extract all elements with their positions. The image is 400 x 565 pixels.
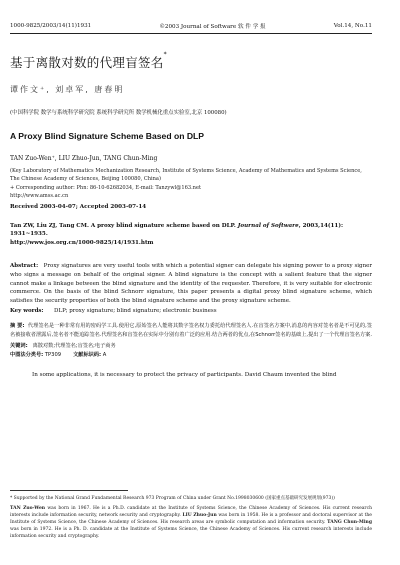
doc-code-label: 文献标识码: [73, 352, 102, 359]
institute-url: http://www.amss.ac.cn [10, 192, 69, 199]
running-header [10, 0, 372, 34]
english-authors: TAN Zuo-Wen⁺, LIU Zhuo-Jun, TANG Chun-Ming [10, 155, 158, 162]
header-journal: ©2003 Journal of Software 软 件 学 报 [159, 24, 266, 30]
bio-text-1: was born in 1967. He is a Ph.D. candidate at the Institute of Systems Science, the Chinese Academy of Sciences. His current research interests include information security, network security and cryptography. [10, 505, 372, 518]
cn-abstract-text: 代理签名是一种非常有用的密码学工具.使用它,原始签名人能将其数字签名权力委托给代理签名人.在盲签名方案中,消息的内容对签名者是不可见的,签名被接收者泄露后,签名者不能追踪签名.代理签名和盲签名在实际中分别有着广泛的应用.结合两者的优点,在Schnorr签名的基础上,提出了一个代理盲签名方案. [10, 323, 372, 339]
citation-authors-title: Tan ZW, Liu ZJ, Tang CM. A proxy blind signature scheme based on DLP. [10, 222, 238, 229]
citation-journal: Journal of Software [237, 222, 299, 229]
chinese-keywords [10, 342, 372, 349]
bio-text-2: was born in 1958. He is a professor and doctoral supervisor at the Institute of Systems Science, the Chinese Academy of Sciences. His research areas are symbolic computation and information security. [10, 512, 372, 525]
footnotes [10, 490, 372, 541]
cn-keywords-label: 关键词: [10, 343, 28, 350]
english-abstract [10, 262, 372, 307]
keywords-label: Key words: [10, 308, 44, 315]
bio-text-3: was born in 1972. He is a Ph. D. candidate at the Institute of Systems Science, the Chinese Academy of Sciences. His current research interests include information security and cryptography. [10, 526, 372, 539]
chinese-title-text: 基于离散对数的代理盲签名 [10, 55, 164, 70]
cn-keywords-text: 离散对数;代理签名;盲签名;电子商务 [32, 343, 116, 350]
english-affiliation: (Key Laboratory of Mathematics Mechanization Research, Institute of Systems Science, Academy of Mathematics and Systems Science, The Chinese Academy of Sciences, Beijing 100080, China) [10, 168, 362, 182]
keywords-text: DLP; proxy signature; blind signature; electronic business [54, 308, 217, 315]
header-issn: 1000-9825/2003/14(11)1931 [10, 23, 92, 29]
english-title: A Proxy Blind Signature Scheme Based on DLP [10, 131, 205, 141]
title-footnote-mark: * [163, 51, 167, 58]
citation-link[interactable]: http://www.jos.org.cn/1000-9825/14/1931.htm [10, 240, 154, 247]
abstract-label: Abstract: [10, 262, 39, 269]
classification-value: TP309 [44, 352, 62, 359]
chinese-authors: 谭作文⁺, 刘卓军, 唐春明 [10, 85, 125, 94]
cn-abstract-label: 摘 要: [10, 323, 25, 330]
chinese-abstract [10, 322, 372, 340]
bio-name-1: TAN Zuo-Wen [10, 505, 46, 511]
doc-code-value: A [102, 352, 107, 359]
footnote-rule [10, 490, 128, 491]
english-keywords [10, 308, 372, 314]
bio-name-3: TANG Chun-Ming [327, 519, 372, 525]
chinese-title [10, 53, 372, 71]
citation-block [10, 222, 372, 248]
classification-line [10, 351, 372, 358]
author-bios [10, 506, 372, 541]
chinese-affiliation: (中国科学院 数学与系统科学研究院 系统科学研究所 数学机械化重点实验室,北京 100080) [10, 110, 227, 116]
funding-footnote: * Supported by the National Grand Fundamental Research 973 Program of China under Grant No.1998030600 (国家重点基础研究发展规划(973)) [10, 496, 335, 501]
corresponding-author: + Corresponding author: Phn: 86-10-62682034, E-mail: Tanzywl@163.net [10, 184, 202, 191]
header-volume: Vol.14, No.11 [333, 23, 372, 29]
received-dates: Received 2003-04-07; Accepted 2003-07-14 [10, 203, 147, 210]
abstract-text: Proxy signatures are very useful tools with which a potential signer can delegate his signing power to a proxy signer who signs a message on behalf of the original signer. A blind signature is the concept with a salient feature that the signer cannot make a linkage between the blind signature and the identity of the requester. Therefore, it is very suitable for electronic commerce. On the basis of the blind Schnorr signature, this paper presents a digital proxy blind signature scheme, which satisfies the security properties of both the blind signature scheme and the proxy signature scheme. [10, 262, 372, 305]
bio-name-2: LIU Zhuo-Jun [182, 512, 217, 518]
introduction-paragraph: In some applications, it is necessary to protect the privacy of participants. David Chaum invented the blind [32, 372, 337, 379]
citation-volume: , 2003,14(11): 1931~1935. [10, 222, 344, 238]
classification-label: 中图法分类号: [10, 352, 44, 359]
